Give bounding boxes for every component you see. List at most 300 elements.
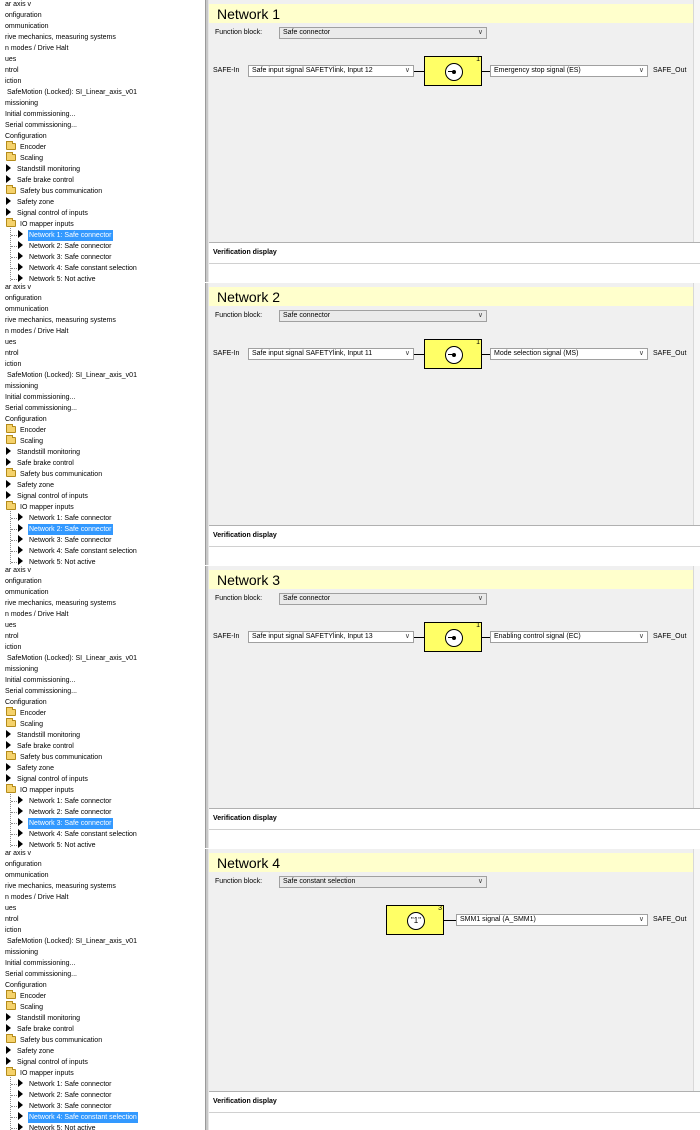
expand-arrow-icon[interactable] [18,557,23,565]
tree-item-label: Standstill monitoring [17,1015,81,1022]
tree-guide-line [11,518,17,519]
tree-item-label: rive mechanics, measuring systems [5,883,116,890]
tree-item[interactable] [4,566,32,576]
folder-icon [6,220,16,227]
expand-arrow-icon[interactable] [6,741,11,749]
chevron-down-icon: ∨ [404,67,410,74]
safe-in-dropdown[interactable] [248,348,414,360]
folder-icon [6,154,16,161]
tree-item-label: ntrol [5,916,19,923]
expand-arrow-icon[interactable] [18,829,23,837]
expand-arrow-icon[interactable] [18,840,23,848]
tree-item[interactable] [4,21,50,32]
folder-icon [6,992,16,999]
expand-arrow-icon[interactable] [6,730,11,738]
tree-item-label: Scaling [20,721,43,728]
tree-item-label: Safety zone [17,482,54,489]
connection-line [482,354,490,355]
tree-item-label: n modes / Drive Halt [5,328,69,335]
folder-icon [6,470,16,477]
tree-item-label: Safety bus communication [20,188,103,195]
tree-item[interactable] [6,730,81,741]
tree-item-label: missioning [5,949,39,956]
tree-item[interactable] [6,1035,103,1046]
safe-in-label: SAFE-In [213,350,240,357]
tree-item[interactable] [6,502,75,513]
tree-item-label: Safe brake control [17,743,74,750]
tree-item[interactable] [18,274,97,282]
tree-item[interactable] [6,469,103,480]
function-block-dropdown[interactable] [279,27,487,39]
tree-item-label: onfiguration [5,12,42,19]
tree-item[interactable] [18,829,138,840]
tree-guide-line [11,823,17,824]
tree-guide-line [11,529,17,530]
tree-item[interactable] [18,1123,97,1130]
expand-arrow-icon[interactable] [6,447,11,455]
folder-icon [6,1069,16,1076]
safe-out-dropdown[interactable] [490,348,648,360]
tree-item[interactable] [4,32,117,43]
tree-item[interactable] [6,719,44,730]
tree-item[interactable] [4,381,39,392]
tree-item-label: Standstill monitoring [17,449,81,456]
tree-item-label: Network 4: Safe constant selection [29,1114,137,1121]
expand-arrow-icon[interactable] [6,491,11,499]
network-title: Network 3 [217,572,281,588]
safe-in-label: SAFE-In [213,67,240,74]
tree-item-label: onfiguration [5,861,42,868]
network-header [209,287,693,306]
expand-arrow-icon[interactable] [6,164,11,172]
verification-display [209,525,700,565]
tree-item-label: ommunication [5,589,49,596]
tree-item-label: SafeMotion (Locked): SI_Linear_axis_v01 [7,655,137,662]
tree-item[interactable] [4,109,76,120]
tree-item-label: Network 1: Safe connector [29,1081,112,1088]
expand-arrow-icon[interactable] [6,208,11,216]
folder-icon [6,709,16,716]
expand-arrow-icon[interactable] [6,774,11,782]
expand-arrow-icon[interactable] [6,1046,11,1054]
screenshot-panel-4 [0,849,700,1130]
tree-item-label: ntrol [5,350,19,357]
function-block-value: Safe constant selection [283,878,356,885]
safe-out-label: SAFE_Out [653,350,687,357]
tree-item[interactable] [6,370,138,381]
divider [209,263,700,264]
connector-icon [445,63,463,81]
block-number: 1 [476,339,480,346]
tree-item-label: Network 1: Safe connector [29,798,112,805]
tree-item-label: Safe brake control [17,1026,74,1033]
tree-item-label: rive mechanics, measuring systems [5,317,116,324]
expand-arrow-icon[interactable] [6,175,11,183]
tree-guide-line [11,834,17,835]
function-block-dropdown[interactable] [279,876,487,888]
function-block-dropdown[interactable] [279,310,487,322]
tree-item-label: Standstill monitoring [17,166,81,173]
expand-arrow-icon[interactable] [6,1013,11,1021]
tree-item[interactable] [6,491,89,502]
chevron-down-icon: ∨ [477,29,483,36]
tree-item-label: n modes / Drive Halt [5,894,69,901]
tree-item[interactable] [18,1090,113,1101]
safe-in-value: Safe input signal SAFETYlink, Input 13 [252,633,373,640]
safe-in-value: Safe input signal SAFETYlink, Input 12 [252,67,373,74]
block-number: 1 [476,56,480,63]
folder-icon [6,720,16,727]
tree-item[interactable] [6,197,55,208]
tree-item[interactable] [4,925,22,936]
tree-item[interactable] [6,153,44,164]
function-block-symbol[interactable] [424,339,482,369]
verification-display [209,808,700,848]
tree-item[interactable] [6,741,75,752]
tree-item-label: rive mechanics, measuring systems [5,600,116,607]
safe-out-dropdown[interactable] [456,914,648,926]
safe-in-label: SAFE-In [213,633,240,640]
vertical-scrollbar[interactable] [693,849,700,1091]
tree-guide-line [11,279,17,280]
safe-out-dropdown[interactable] [490,631,648,643]
expand-arrow-icon[interactable] [18,818,23,826]
tree-item[interactable] [18,818,113,829]
tree-item[interactable] [4,947,39,958]
tree-item[interactable] [4,576,43,587]
tree-item-label: Network 1: Safe connector [29,232,112,239]
expand-arrow-icon[interactable] [18,1090,23,1098]
safe-out-value: SMM1 signal (A_SMM1) [460,916,536,923]
tree-item-label: Encoder [20,427,47,434]
connection-line [414,637,424,638]
connector-dot [452,636,456,640]
verification-display [209,1091,700,1130]
expand-arrow-icon[interactable] [18,535,23,543]
tree-item-label: Scaling [20,1004,43,1011]
tree-item-label: Safe brake control [17,177,74,184]
connector-dot [452,353,456,357]
tree-item[interactable] [18,796,113,807]
tree-item[interactable] [6,219,75,230]
chevron-down-icon: ∨ [404,350,410,357]
tree-item-label: Signal control of inputs [17,493,88,500]
function-block-dropdown[interactable] [279,593,487,605]
tree-item-label: Network 2: Safe connector [29,243,112,250]
tree-item[interactable] [4,315,117,326]
tree-item-label: Standstill monitoring [17,732,81,739]
folder-icon [6,187,16,194]
network-editor [209,566,700,848]
expand-arrow-icon[interactable] [6,763,11,771]
network-editor [209,283,700,565]
expand-arrow-icon[interactable] [6,458,11,466]
tree-item-label: Safe brake control [17,460,74,467]
tree-item[interactable] [4,337,17,348]
tree-item[interactable] [4,969,78,980]
tree-guide-line [11,551,17,552]
tree-item[interactable] [4,43,69,54]
tree-item[interactable] [4,587,50,598]
tree-item[interactable] [18,546,138,557]
expand-arrow-icon[interactable] [18,546,23,554]
tree-guide-line [11,268,17,269]
verification-title: Verification display [213,1098,277,1105]
tree-item[interactable] [4,664,39,675]
network-editor [209,849,700,1130]
function-block-value: Safe connector [283,595,331,602]
connector-icon [445,629,463,647]
tree-guide-line [11,257,17,258]
tree-item[interactable] [4,326,69,337]
folder-icon [6,437,16,444]
safe-out-label: SAFE_Out [653,67,687,74]
expand-arrow-icon[interactable] [18,1112,23,1120]
expand-arrow-icon[interactable] [18,524,23,532]
tree-item-label: Network 4: Safe constant selection [29,548,137,555]
tree-item[interactable] [6,936,138,947]
chevron-down-icon: ∨ [477,878,483,885]
tree-item[interactable] [6,458,75,469]
tree-item-label: Network 5: Not active [29,276,96,282]
verification-title: Verification display [213,532,277,539]
expand-arrow-icon[interactable] [18,274,23,282]
tree-item[interactable] [4,392,76,403]
function-block-value: Safe connector [283,312,331,319]
expand-arrow-icon[interactable] [18,807,23,815]
tree-item[interactable] [4,98,39,109]
tree-item-label: Network 3: Safe connector [29,537,112,544]
connection-line [482,637,490,638]
expand-arrow-icon[interactable] [6,1057,11,1065]
tree-item-label: rive mechanics, measuring systems [5,34,116,41]
vertical-scrollbar[interactable] [693,566,700,808]
tree-item-label: Scaling [20,438,43,445]
divider [209,1112,700,1113]
tree-item[interactable] [6,175,75,186]
folder-icon [6,426,16,433]
tree-item-label: iction [5,361,22,368]
tree-item[interactable] [18,524,113,535]
expand-arrow-icon[interactable] [18,796,23,804]
tree-item[interactable] [4,859,43,870]
function-block-symbol[interactable] [424,622,482,652]
tree-guide-line [11,812,17,813]
network-title: Network 1 [217,6,281,22]
tree-item[interactable] [4,0,32,10]
tree-item-label: missioning [5,100,39,107]
function-block-symbol[interactable] [424,56,482,86]
tree-item[interactable] [18,1112,138,1123]
safe-in-dropdown[interactable] [248,65,414,77]
tree-item-label: Serial commissioning... [5,122,77,129]
tree-item[interactable] [6,752,103,763]
tree-item[interactable] [4,54,17,65]
vertical-scrollbar[interactable] [693,0,700,242]
tree-item[interactable] [4,642,22,653]
tree-item[interactable] [18,840,97,848]
safe-in-dropdown[interactable] [248,631,414,643]
tree-item-label: iction [5,78,22,85]
tree-item[interactable] [6,480,55,491]
tree-item[interactable] [4,849,32,859]
expand-arrow-icon[interactable] [6,197,11,205]
expand-arrow-icon[interactable] [6,1024,11,1032]
tree-item-label: ues [5,905,17,912]
tree-item[interactable] [6,763,55,774]
tree-item[interactable] [4,10,43,21]
tree-item-label: Encoder [20,144,47,151]
tree-item[interactable] [18,513,113,524]
tree-item[interactable] [18,252,113,263]
expand-arrow-icon[interactable] [18,1079,23,1087]
tree-item-label: ues [5,339,17,346]
tree-item[interactable] [4,631,20,642]
tree-item[interactable] [18,1101,113,1112]
tree-guide-line [11,801,17,802]
tree-item-label: ues [5,622,17,629]
safe-out-label: SAFE_Out [653,633,687,640]
tree-item[interactable] [18,535,113,546]
tree-item[interactable] [4,65,20,76]
function-block-label: Function block: [215,595,263,602]
safe-out-dropdown[interactable] [490,65,648,77]
tree-item-label: IO mapper inputs [20,221,74,228]
tree-item-label: Network 4: Safe constant selection [29,831,137,838]
folder-icon [6,786,16,793]
tree-item[interactable] [6,1002,44,1013]
tree-item[interactable] [6,774,89,785]
tree-item[interactable] [4,620,17,631]
chevron-down-icon: ∨ [477,312,483,319]
vertical-scrollbar[interactable] [693,283,700,525]
network-header [209,853,693,872]
screenshot-panel-1 [0,0,700,282]
tree-item[interactable] [4,686,78,697]
tree-item-label: Serial commissioning... [5,405,77,412]
tree-item[interactable] [4,76,22,87]
tree-item-label: Serial commissioning... [5,971,77,978]
tree-item-label: ommunication [5,23,49,30]
navigation-tree [0,283,205,565]
tree-item[interactable] [6,208,89,219]
expand-arrow-icon[interactable] [18,1101,23,1109]
folder-icon [6,503,16,510]
constant-value: "1" [410,916,422,925]
tree-item[interactable] [6,653,138,664]
tree-item-label: ntrol [5,67,19,74]
tree-item[interactable] [4,283,32,293]
tree-item[interactable] [6,1057,89,1068]
tree-item-label: Configuration [5,699,47,706]
tree-item-label: Network 2: Safe connector [29,1092,112,1099]
tree-item-label: ommunication [5,306,49,313]
tree-item[interactable] [4,293,43,304]
tree-item[interactable] [6,186,103,197]
tree-item[interactable] [4,914,20,925]
tree-item-label: iction [5,927,22,934]
expand-arrow-icon[interactable] [18,252,23,260]
tree-item-label: ues [5,56,17,63]
tree-item-label: Network 3: Safe connector [29,254,112,261]
tree-item[interactable] [18,1079,113,1090]
tree-item-label: Serial commissioning... [5,688,77,695]
tree-item-label: Safety bus communication [20,1037,103,1044]
tree-item[interactable] [4,359,22,370]
tree-item-label: Encoder [20,993,47,1000]
tree-item[interactable] [4,958,76,969]
safe-in-value: Safe input signal SAFETYlink, Input 11 [252,350,373,357]
tree-item[interactable] [6,1046,55,1057]
tree-item[interactable] [6,785,75,796]
tree-item[interactable] [4,609,69,620]
expand-arrow-icon[interactable] [18,263,23,271]
tree-item-label: Safety bus communication [20,471,103,478]
tree-item[interactable] [6,164,81,175]
tree-item[interactable] [18,230,113,241]
tree-item-label: SafeMotion (Locked): SI_Linear_axis_v01 [7,938,137,945]
tree-item-label: ar axis v [5,1,32,8]
tree-item[interactable] [4,881,117,892]
tree-item-label: ntrol [5,633,19,640]
tree-item[interactable] [4,403,78,414]
tree-item-label: Network 5: Not active [29,559,96,565]
tree-item[interactable] [4,892,69,903]
safe-out-value: Enabling control signal (EC) [494,633,581,640]
block-number: 1 [476,622,480,629]
tree-item-label: Network 4: Safe constant selection [29,265,137,272]
tree-item[interactable] [18,557,97,565]
tree-item[interactable] [4,903,17,914]
tree-item[interactable] [18,807,113,818]
tree-item[interactable] [6,1068,75,1079]
tree-item-label: Safety zone [17,199,54,206]
tree-guide-line [11,1084,17,1085]
tree-item[interactable] [4,675,76,686]
tree-item[interactable] [18,241,113,252]
tree-item[interactable] [4,120,78,131]
tree-item[interactable] [4,304,50,315]
tree-guide-line [11,562,17,563]
expand-arrow-icon[interactable] [18,230,23,238]
tree-item[interactable] [6,1013,81,1024]
expand-arrow-icon[interactable] [18,513,23,521]
expand-arrow-icon[interactable] [18,241,23,249]
tree-item[interactable] [6,1024,75,1035]
verification-title: Verification display [213,815,277,822]
function-block-symbol[interactable] [386,905,444,935]
tree-item[interactable] [4,870,50,881]
tree-item[interactable] [4,348,20,359]
network-editor [209,0,700,282]
chevron-down-icon: ∨ [404,633,410,640]
tree-item[interactable] [6,447,81,458]
expand-arrow-icon[interactable] [18,1123,23,1130]
tree-item-label: n modes / Drive Halt [5,611,69,618]
tree-item-label: Signal control of inputs [17,1059,88,1066]
tree-item[interactable] [18,263,138,274]
chevron-down-icon: ∨ [638,633,644,640]
expand-arrow-icon[interactable] [6,480,11,488]
block-number: 3 [438,905,442,912]
folder-icon [6,1036,16,1043]
tree-item[interactable] [4,598,117,609]
tree-item[interactable] [6,87,138,98]
tree-item[interactable] [6,436,44,447]
network-title: Network 2 [217,289,281,305]
tree-item-label: Safety bus communication [20,754,103,761]
safe-out-value: Emergency stop signal (ES) [494,67,581,74]
